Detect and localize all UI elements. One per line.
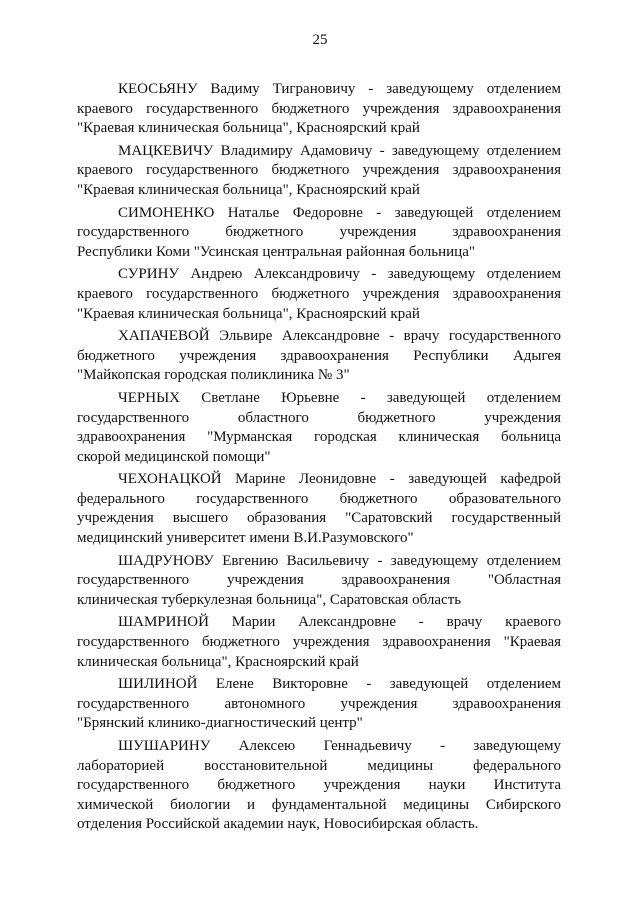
entry-line: ШУШАРИНУ Алексею Геннадьевичу - заведующему <box>118 738 561 754</box>
award-entry <box>77 613 561 672</box>
entry-line: краевого государственного бюджетного учреждения здравоохранения <box>77 285 561 302</box>
page-number: 25 <box>312 32 328 48</box>
entry-line: КЕОСЬЯНУ Вадиму Тиграновичу - заведующему отделением <box>118 81 561 97</box>
entry-line: федерального государственного бюджетного образовательного <box>77 490 561 507</box>
award-entry <box>77 204 561 263</box>
entry-line: ХАПАЧЕВОЙ Эльвире Александровне - врачу государственного <box>118 328 561 345</box>
entry-line: клиническая туберкулезная больница", Саратовская область <box>77 591 462 608</box>
entry-line: "Краевая клиническая больница", Красноярский край <box>77 181 420 198</box>
entry-line: Республики Коми "Усинская центральная районная больница" <box>77 243 475 260</box>
entry-line: "Брянский клинико-диагностический центр" <box>77 715 363 732</box>
entry-line: отделения Российской академии наук, Новосибирская область. <box>77 816 479 833</box>
entry-line: МАЦКЕВИЧУ Владимиру Адамовичу - заведующему отделением <box>118 142 561 159</box>
entry-line: государственного учреждения здравоохранения "Областная <box>77 572 561 589</box>
entry-line: СИМОНЕНКО Наталье Федоровне - заведующей отделением <box>118 204 561 221</box>
entry-line: государственного бюджетного учреждения науки Института <box>77 777 561 794</box>
award-entry <box>77 142 561 201</box>
entry-line: химической биологии и фундаментальной медицины Сибирского <box>77 796 561 813</box>
entry-line: краевого государственного бюджетного учреждения здравоохранения <box>77 100 561 117</box>
award-entry <box>77 737 561 835</box>
entry-line: медицинский университет имени В.И.Разумовского" <box>77 530 414 547</box>
award-entry <box>77 552 561 611</box>
entry-line: государственного бюджетного учреждения здравоохранения <box>77 224 561 241</box>
entry-line: ЧЕРНЫХ Светлане Юрьевне - заведующей отделением <box>118 389 561 406</box>
entry-line: здравоохранения "Мурманская городская клиническая больница <box>77 429 561 446</box>
entry-line: "Майкопская городская поликлиника № 3" <box>77 367 350 384</box>
entry-line: учреждения высшего образования "Саратовский государственный <box>77 510 561 527</box>
entry-line: бюджетного учреждения здравоохранения Республики Адыгея <box>77 347 561 364</box>
entry-line: "Краевая клиническая больница", Красноярский край <box>77 305 420 322</box>
entry-line: ЧЕХОНАЦКОЙ Марине Леонидовне - заведующей кафедрой <box>118 471 561 488</box>
entry-line: ШИЛИНОЙ Елене Викторовне - заведующей отделением <box>118 676 561 693</box>
entry-line: государственного бюджетного учреждения здравоохранения "Краевая <box>77 634 561 651</box>
award-entry <box>77 675 561 734</box>
award-entry <box>77 389 561 467</box>
award-list <box>77 80 561 838</box>
entry-line: лабораторией восстановительной медицины федерального <box>77 757 561 774</box>
award-entry <box>77 470 561 548</box>
entry-line: скорой медицинской помощи" <box>77 448 271 465</box>
award-entry <box>77 80 561 139</box>
entry-line: ШАМРИНОЙ Марии Александровне - врачу краевого <box>118 614 561 631</box>
entry-line: краевого государственного бюджетного учреждения здравоохранения <box>77 162 561 179</box>
entry-line: СУРИНУ Андрею Александровичу - заведующему отделением <box>118 266 561 283</box>
entry-line: ШАДРУНОВУ Евгению Васильевичу - заведующему отделением <box>118 552 561 569</box>
entry-line: клиническая больница", Красноярский край <box>77 653 359 670</box>
entry-line: государственного автономного учреждения здравоохранения <box>77 695 561 712</box>
award-entry <box>77 327 561 386</box>
award-entry <box>77 265 561 324</box>
entry-line: "Краевая клиническая больница", Красноярский край <box>77 120 420 137</box>
entry-line: государственного областного бюджетного учреждения <box>77 409 561 426</box>
